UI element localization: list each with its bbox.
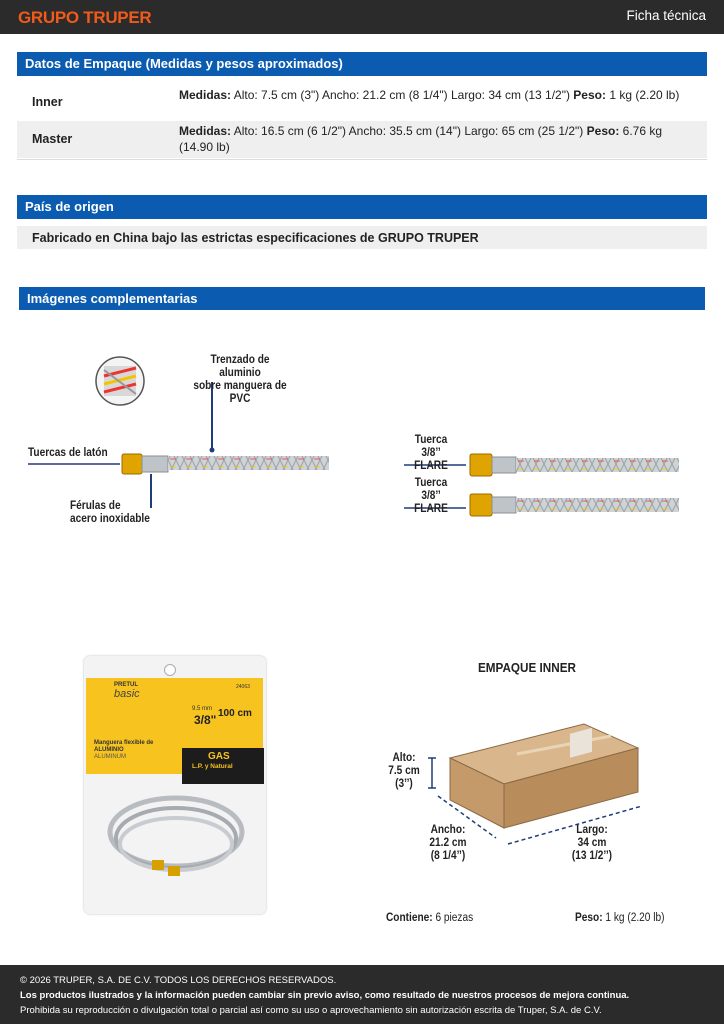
- callout-ferrules: Férulas de acero inoxidable: [70, 500, 150, 525]
- footer-copyright: © 2026 TRUPER, S.A. DE C.V. TODOS LOS DERECHOS RESERVADOS.: [20, 975, 337, 986]
- package-label: PRETUL basic 24063 9.5 mm 3/8" 100 cm Manguera flexible de ALUMINIO ALUMINUM: [86, 678, 263, 774]
- hose-diagram: [20, 340, 340, 540]
- footer: [0, 965, 724, 1024]
- callout-flare-2: Tuerca 3/8’’ FLARE: [414, 477, 448, 515]
- section-header-images: Imágenes complementarias: [19, 287, 705, 310]
- row-label: Master: [32, 132, 73, 146]
- row-value: Medidas: Alto: 7.5 cm (3") Ancho: 21.2 cm (8 1/4") Largo: 34 cm (13 1/2") Peso: 1 kg (2.20 lb): [179, 88, 680, 102]
- dim-largo: Largo: 34 cm (13 1/2’’): [571, 824, 613, 862]
- package-photo: [84, 656, 266, 914]
- dim-ancho: Ancho: 21.2 cm (8 1/4’’): [429, 824, 467, 862]
- document-type: Ficha técnica: [626, 8, 706, 23]
- row-label: Inner: [32, 95, 63, 109]
- callout-flare-1: Tuerca 3/8’’ FLARE: [414, 434, 448, 472]
- hang-hole-icon: [164, 664, 176, 676]
- packaging-row-master: [17, 121, 707, 158]
- top-bar: [0, 0, 724, 34]
- callout-braid: Trenzado de aluminio sobre manguera de PVC: [193, 354, 287, 405]
- origin-row: [17, 226, 707, 249]
- inner-weight: Peso: 1 kg (2.20 lb): [575, 912, 665, 924]
- brand-logo: GRUPO TRUPER: [18, 8, 152, 27]
- inner-contents: Contiene: 6 piezas: [386, 912, 474, 924]
- inner-box-title: EMPAQUE INNER: [478, 660, 576, 675]
- row-value: Medidas: Alto: 16.5 cm (6 1/2") Ancho: 35.5 cm (14") Largo: 65 cm (25 1/2") Peso: 6.76 kg (14.90 lb): [179, 124, 663, 154]
- gas-badge: GAS L.P. y Natural: [182, 748, 264, 784]
- callout-nuts: Tuercas de latón: [28, 447, 108, 459]
- dim-alto: Alto: 7.5 cm (3’’): [388, 752, 420, 790]
- footer-legal: Prohibida su reproducción o divulgación total o parcial así como su uso o aprovechamiento sin autorización escrita de Truper, S.A. de C.V.: [20, 1005, 602, 1016]
- origin-text: Fabricado en China bajo las estrictas especificaciones de GRUPO TRUPER: [32, 231, 479, 245]
- section-header-packaging: Datos de Empaque (Medidas y pesos aproximados): [17, 52, 707, 76]
- packaging-row-inner: [17, 84, 707, 120]
- coiled-hose-icon: [96, 782, 256, 892]
- footer-notice: Los productos ilustrados y la información pueden cambiar sin previo aviso, como resultado de nuestros procesos de mejora continua.: [20, 990, 630, 1001]
- section-header-origin: País de origen: [17, 195, 707, 219]
- divider: [17, 159, 707, 160]
